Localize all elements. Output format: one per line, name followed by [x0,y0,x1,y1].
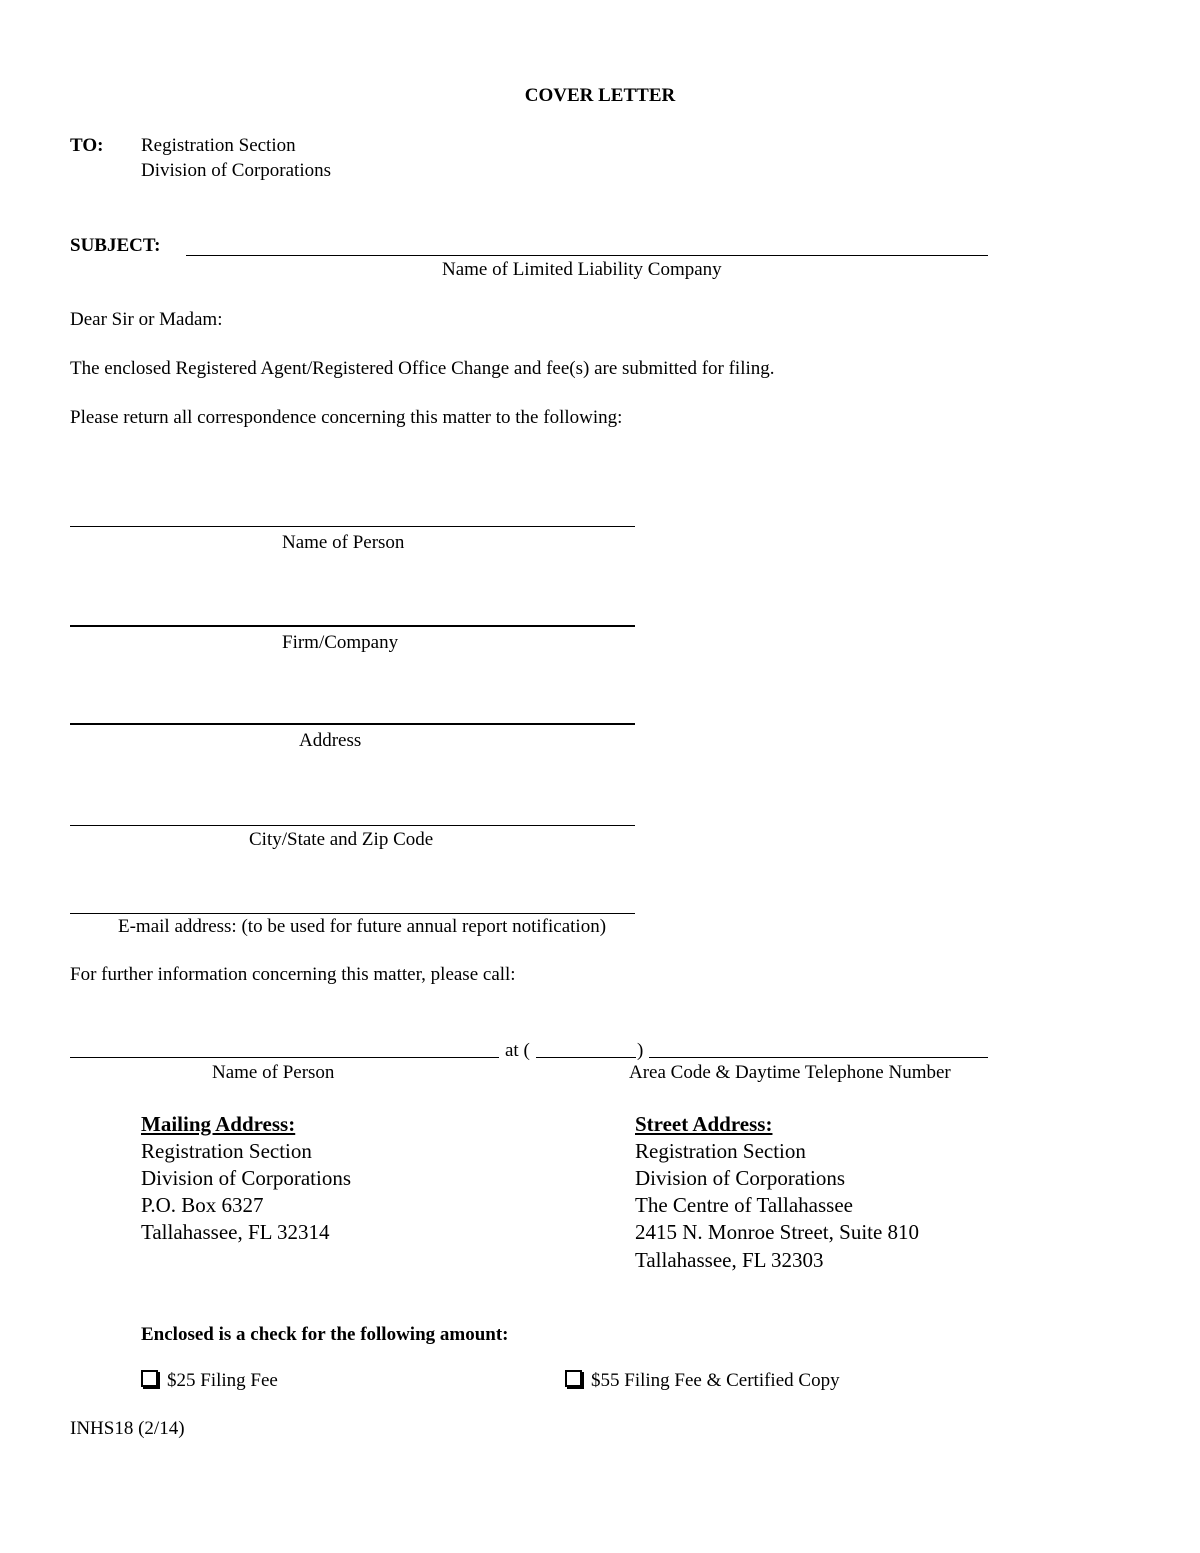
telephone-line[interactable] [649,1057,988,1058]
street-address-line: Registration Section [635,1139,806,1163]
contact-name-caption: Name of Person [212,1062,335,1083]
street-address-line: Tallahassee, FL 32303 [635,1248,824,1272]
street-address-line: Division of Corporations [635,1166,845,1190]
salutation: Dear Sir or Madam: [70,309,223,330]
street-address-line: 2415 N. Monroe Street, Suite 810 [635,1220,920,1244]
email-line[interactable] [70,913,635,914]
payment-option-55-label: $55 Filing Fee & Certified Copy [591,1370,840,1391]
firm-company-caption: Firm/Company [282,632,399,653]
address-caption: Address [299,730,362,751]
phone-caption: Area Code & Daytime Telephone Number [629,1062,951,1083]
subject-label: SUBJECT: [70,235,161,256]
checkbox-icon[interactable] [141,1370,158,1387]
firm-company-line[interactable] [70,625,635,627]
name-of-person-caption: Name of Person [282,532,405,553]
to-label: TO: [70,135,104,156]
city-state-zip-line[interactable] [70,825,635,826]
address-line[interactable] [70,723,635,725]
checkbox-icon[interactable] [565,1370,582,1387]
mailing-address-heading: Mailing Address: [141,1112,296,1136]
payment-option-55[interactable] [565,1370,840,1393]
form-id: INHS18 (2/14) [70,1418,185,1439]
page-title: COVER LETTER [524,85,676,106]
street-address-heading: Street Address: [635,1112,773,1136]
further-info-text: For further information concerning this matter, please call: [70,964,516,985]
subject-caption: Name of Limited Liability Company [442,259,722,280]
area-code-line[interactable] [536,1057,636,1058]
mailing-address-line: Division of Corporations [141,1166,351,1190]
payment-option-25[interactable] [141,1370,278,1393]
contact-name-line[interactable] [70,1057,499,1058]
paragraph-enclosed: The enclosed Registered Agent/Registered Office Change and fee(s) are submitted for filing. [70,358,775,379]
payment-option-25-label: $25 Filing Fee [167,1370,278,1391]
subject-input-line[interactable] [186,255,988,256]
name-of-person-line[interactable] [70,526,635,527]
at-label: at ( [505,1040,530,1061]
paragraph-return: Please return all correspondence concerning this matter to the following: [70,407,623,428]
email-caption: E-mail address: (to be used for future annual report notification) [118,916,607,937]
mailing-address-line: Registration Section [141,1139,312,1163]
close-paren: ) [637,1040,644,1061]
street-address-line: The Centre of Tallahassee [635,1193,853,1217]
mailing-address-line: P.O. Box 6327 [141,1193,264,1217]
payment-heading: Enclosed is a check for the following amount: [141,1324,509,1345]
mailing-address-line: Tallahassee, FL 32314 [141,1220,330,1244]
to-line-1: Registration Section [141,135,296,156]
to-line-2: Division of Corporations [141,160,331,181]
city-state-zip-caption: City/State and Zip Code [249,829,434,850]
